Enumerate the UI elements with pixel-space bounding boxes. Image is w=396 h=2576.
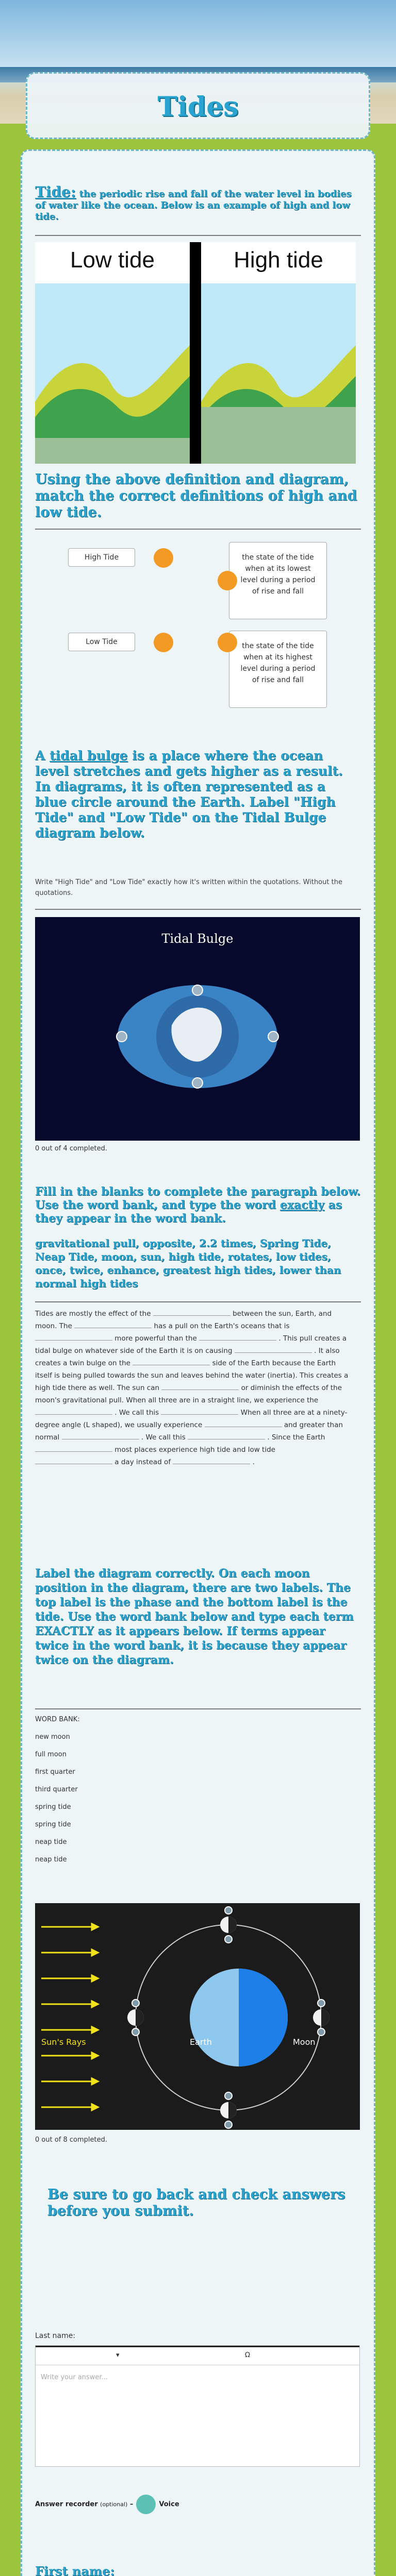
blank-input[interactable] — [173, 1457, 250, 1464]
tide-diagram — [35, 242, 356, 464]
tidal-bulge-title: Tidal Bulge — [161, 931, 234, 946]
word-bank-item: spring tide — [35, 1821, 71, 1828]
match-target-1[interactable] — [229, 542, 327, 619]
fill-heading — [35, 1185, 361, 1225]
sun-rays-label: Sun's Rays — [41, 2037, 86, 2047]
bulge-heading-rest: is a place where the ocean level stretches and gets higher as a result. In diagrams, it is often represented as a blue circle around the Earth. Label "High Tide" and "Low Tide" on the Tidal Bulge diagram below. — [35, 748, 343, 840]
paragraph-text: When all three are at a ninety-degree angle (L shaped), we usually experience — [35, 1409, 348, 1429]
intro-definition — [35, 183, 361, 223]
intro-text: the periodic rise and fall of the water level in bodies of water like the ocean. Below is an example of high and low tide. — [35, 189, 352, 222]
word-bank-item: neap tide — [35, 1838, 67, 1846]
blank-input[interactable] — [153, 1309, 230, 1316]
blank-input[interactable] — [205, 1420, 282, 1427]
high-tide-label: High tide — [234, 247, 323, 273]
bulge-instruction: Write "High Tide" and "Low Tide" exactly how it's written within the quotations. Without the quotations. — [35, 878, 342, 897]
blank-input[interactable] — [74, 1321, 152, 1328]
earth-label: Earth — [190, 2037, 212, 2047]
paragraph-text: . We call this — [114, 1409, 159, 1417]
answer-recorder: Answer recorder (optional) – Voice — [35, 2495, 179, 2514]
match-connector-low-tide[interactable] — [154, 633, 173, 652]
word-bank-item: new moon — [35, 1733, 70, 1741]
match-connector-target-2[interactable] — [218, 633, 237, 652]
recorder-label: Answer recorder — [35, 2500, 98, 2509]
fill-heading-text-end: as they appear in the word bank. — [35, 1198, 342, 1225]
tide-divider — [190, 242, 201, 464]
blank-input[interactable] — [35, 1457, 112, 1464]
recorder-optional: (optional) — [100, 2501, 128, 2508]
last-name-editor[interactable] — [35, 2345, 360, 2467]
match-item-high-tide[interactable] — [68, 548, 135, 567]
sun-rays — [41, 1924, 98, 2110]
moon-phase-diagram — [35, 1903, 360, 2130]
divider — [35, 1708, 361, 1709]
blank-input[interactable] — [35, 1445, 112, 1452]
first-name-label: First name: — [35, 2564, 115, 2576]
match-connector-target-1[interactable] — [218, 571, 237, 590]
low-tide-label: Low tide — [70, 247, 155, 273]
word-bank-item: third quarter — [35, 1786, 78, 1793]
paragraph-text: more powerful than the — [114, 1334, 197, 1343]
intro-keyword: Tide: — [35, 183, 76, 200]
page-title: Tides — [157, 91, 239, 123]
moon-heading: Label the diagram correctly. On each moon position in the diagram, there are two labels. The top label is the phase and the bottom label is the tide. Use the word bank below and type each term EXACTLY as it appears below. If terms appear twice in the word bank, it is because they appear twice on the diagram. — [35, 1567, 354, 1667]
bulge-heading-prefix: A — [35, 748, 50, 763]
match-target-text: the state of the tide when at its highest level during a period of rise and fall — [240, 642, 316, 684]
blank-input[interactable] — [161, 1383, 239, 1390]
moon-label: Moon — [293, 2037, 316, 2047]
blank-input[interactable] — [188, 1432, 265, 1439]
moon-bottom-shadow — [228, 2102, 237, 2119]
paragraph-text: has a pull on the Earth's oceans that is — [154, 1322, 290, 1330]
bulge-keyword: tidal bulge — [50, 748, 128, 763]
tidal-bulge-diagram — [35, 917, 360, 1141]
word-bank-item: neap tide — [35, 1856, 67, 1863]
high-tide-pane — [201, 242, 356, 464]
match-item-label: Low Tide — [86, 638, 118, 646]
label-dot-right[interactable] — [268, 1031, 278, 1042]
blank-input[interactable] — [35, 1408, 112, 1415]
format-dropdown-icon[interactable]: ▾ — [116, 2351, 120, 2359]
high-tide-water — [201, 407, 356, 464]
paragraph-text: . Since the Earth — [267, 1433, 325, 1442]
answer-placeholder: Write your answer... — [41, 2374, 108, 2381]
label-dot-bottom[interactable] — [192, 1078, 203, 1088]
word-bank-item: first quarter — [35, 1768, 75, 1776]
last-name-label: Last name: — [35, 2332, 76, 2340]
label-dot-top[interactable] — [192, 985, 203, 995]
match-target-text: the state of the tide when at its lowest level during a period of rise and fall — [240, 553, 316, 596]
blank-input[interactable] — [199, 1333, 276, 1341]
fill-heading-emphasis: exactly — [279, 1198, 324, 1212]
special-char-icon[interactable]: Ω — [245, 2351, 250, 2359]
blank-input[interactable] — [133, 1358, 210, 1365]
match-item-low-tide[interactable] — [68, 633, 135, 651]
moon-top-shadow — [228, 1917, 237, 1933]
blank-input[interactable] — [62, 1432, 139, 1439]
low-tide-water — [35, 438, 190, 464]
blank-input[interactable] — [235, 1346, 312, 1353]
high-tide-scene — [201, 283, 356, 464]
word-bank-item: full moon — [35, 1751, 67, 1758]
moon-right-shadow — [321, 2009, 329, 2026]
moon-left-shadow — [136, 2009, 144, 2026]
word-bank-title: WORD BANK: — [35, 1716, 80, 1723]
moon-phase-graphic — [35, 1903, 360, 2130]
fill-paragraph — [35, 1308, 355, 1468]
divider — [35, 529, 361, 530]
paragraph-text: or diminish the effects of the moon's gravitational pull. When all three are in a straight line, we experience the — [35, 1384, 342, 1404]
match-target-2[interactable] — [229, 631, 327, 708]
editor-toolbar — [36, 2346, 359, 2365]
divider — [35, 235, 361, 236]
fill-word-bank: gravitational pull, opposite, 2.2 times, Spring Tide, Neap Tide, moon, sun, high tide, rotates, low tides, once, twice, enhance, greatest high tides, lower than normal high tides — [35, 1237, 341, 1290]
blank-input[interactable] — [161, 1408, 238, 1415]
paragraph-text: . We call this — [141, 1433, 186, 1442]
divider — [35, 909, 361, 910]
low-tide-scene — [35, 283, 190, 464]
paragraph-text: . — [252, 1458, 255, 1466]
closing-heading: Be sure to go back and check answers before you submit. — [47, 2187, 345, 2219]
low-tide-pane — [35, 242, 190, 464]
blank-input[interactable] — [35, 1333, 112, 1341]
matching-heading: Using the above definition and diagram, match the correct definitions of high and low tide. — [35, 471, 357, 520]
moon-progress: 0 out of 8 completed. — [35, 2136, 107, 2144]
voice-record-button[interactable] — [136, 2495, 156, 2514]
match-connector-high-tide[interactable] — [154, 548, 173, 568]
paragraph-text: a day instead of — [114, 1458, 171, 1466]
paragraph-text: . This pull creates a tidal bulge on whatever side of the Earth it is on causing — [35, 1334, 347, 1355]
paragraph-text: side of the Earth because the Earth itself is being pulled towards the sun and leaves behind the water (inertia). This creates a high tide there as well. The sun can — [35, 1359, 349, 1392]
bulge-heading — [35, 748, 361, 841]
paragraph-text: most places experience high tide and low tide — [114, 1446, 275, 1454]
paragraph-text: Tides are mostly the effect of the — [35, 1310, 151, 1318]
divider — [35, 1301, 361, 1302]
paragraph-text: between the sun, Earth, and moon. The — [35, 1310, 332, 1330]
label-dot-left[interactable] — [117, 1031, 127, 1042]
paragraph-text: and greater than normal — [35, 1421, 343, 1442]
tidal-bulge-graphic — [35, 917, 360, 1141]
voice-label: Voice — [159, 2500, 179, 2509]
paragraph-text: . It also creates a twin bulge on the — [35, 1347, 340, 1367]
fill-heading-text: Fill in the blanks to complete the paragraph below. Use the word bank, and type the word — [35, 1185, 361, 1212]
match-item-label: High Tide — [84, 553, 119, 562]
bulge-progress: 0 out of 4 completed. — [35, 1145, 107, 1153]
title-card — [26, 72, 370, 139]
word-bank-item: spring tide — [35, 1803, 71, 1811]
earth-shadow — [239, 1969, 288, 2066]
